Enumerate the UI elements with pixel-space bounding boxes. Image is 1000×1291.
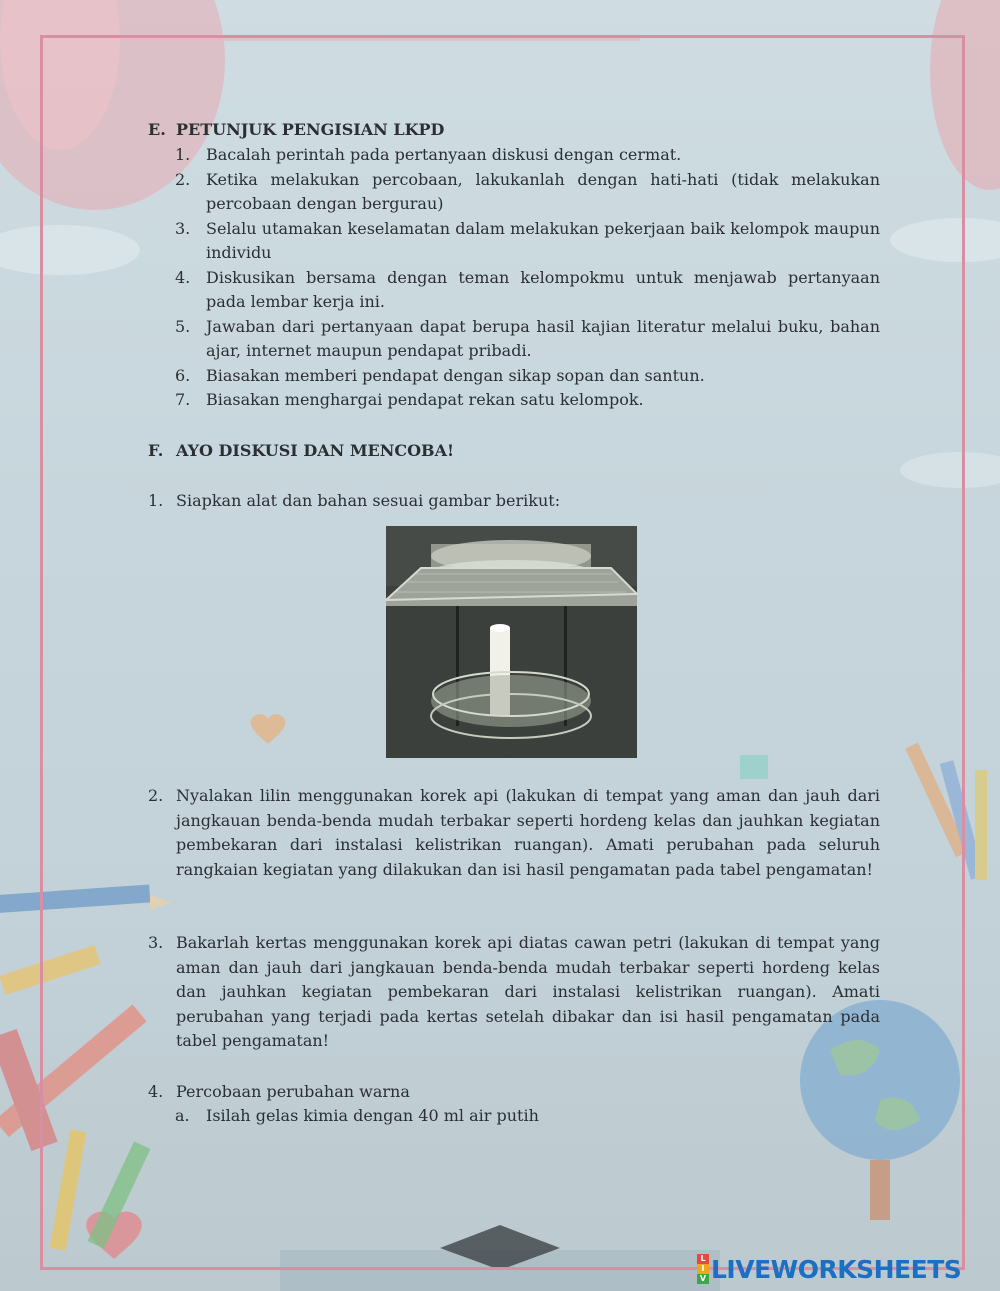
list-item: 6. Biasakan memberi pendapat dengan sikap sopan dan santun. — [175, 365, 705, 385]
section-title: PETUNJUK PENGISIAN LKPD — [176, 120, 445, 139]
list-item: 1. Bacalah perintah pada pertanyaan diskusi dengan cermat. — [175, 145, 682, 164]
logo-cubes-icon — [697, 1254, 709, 1284]
logo-text: LIVEWORKSHEETS — [711, 1254, 962, 1284]
list-item: 7. Biasakan menghargai pendapat rekan satu kelompok. — [175, 390, 644, 409]
section-letter: F. — [148, 441, 164, 460]
list-item: 5. Jawaban dari pertanyaan dapat berupa hasil kajian literatur melalui buku, bahan ajar, internet maupun pendapat pribadi. — [175, 316, 880, 360]
logo-cube: V — [697, 1274, 709, 1284]
section-title: AYO DISKUSI DAN MENCOBA! — [176, 441, 455, 460]
liveworksheets-logo[interactable] — [697, 1254, 961, 1284]
section-e-heading — [148, 120, 444, 139]
list-item: 4. Diskusikan bersama dengan teman kelompokmu untuk menjawab pertanyaan pada lembar kerja ini. — [175, 267, 880, 311]
instructions-list — [175, 143, 880, 413]
section-f-heading — [148, 441, 454, 460]
list-item: a. Isilah gelas kimia dengan 40 ml air putih — [175, 1106, 539, 1125]
question-4: 4. Percobaan perubahan warna — [148, 1082, 410, 1101]
question-1: 1. Siapkan alat dan bahan sesuai gambar berikut: — [148, 491, 561, 510]
logo-cube: L — [697, 1254, 709, 1264]
list-item: 2. Ketika melakukan percobaan, lakukanlah dengan hati-hati (tidak melakukan percobaan dengan bergurau) — [175, 169, 880, 213]
experiment-photo — [386, 526, 637, 758]
sub-item-list — [175, 1104, 880, 1129]
logo-cube: I — [697, 1264, 709, 1274]
question-2: 2. Nyalakan lilin menggunakan korek api (lakukan di tempat yang aman dan jauh dari jangkauan benda-benda mudah terbakar seperti hordeng kelas dan jauhkan kegiatan pembekaran dari instalasi kelistrikan ruangan). Amati perubahan pada seluruh rangkaian kegiatan yang dilakukan dan isi hasil pengamatan pada tabel pengamatan! — [148, 786, 880, 879]
section-letter: E. — [148, 120, 166, 139]
question-3: 3. Bakarlah kertas menggunakan korek api diatas cawan petri (lakukan di tempat yang aman dan jauh dari jangkauan benda-benda mudah terbakar seperti hordeng kelas dan jauhkan kegiatan pembekaran dari instalasi kelistrikan ruangan). Amati perubahan yang terjadi pada kertas setelah dibakar dan isi hasil pengamatan pada tabel pengamatan! — [148, 933, 880, 1050]
list-item: 3. Selalu utamakan keselamatan dalam melakukan pekerjaan baik kelompok maupun individu — [175, 218, 880, 262]
